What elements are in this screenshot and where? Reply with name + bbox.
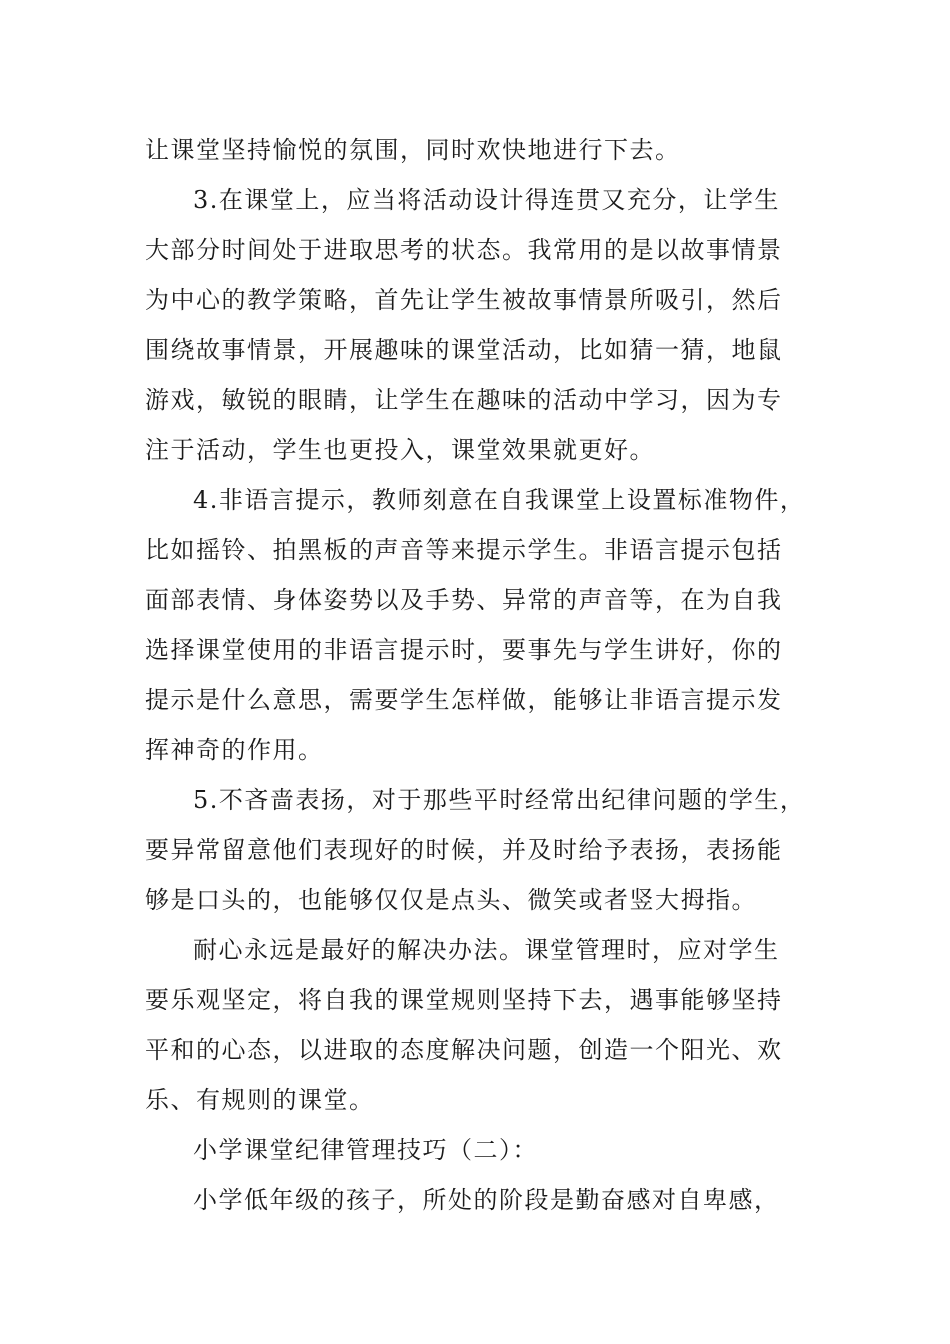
text-line: 大部分时间处于进取思考的状态。我常用的是以故事情景 <box>145 236 783 264</box>
section-heading: 小学课堂纪律管理技巧（二）： <box>193 1136 538 1164</box>
text-line: 要异常留意他们表现好的时候，并及时给予表扬，表扬能 <box>145 836 783 864</box>
text-line: 平和的心态，以进取的态度解决问题，创造一个阳光、欢 <box>145 1036 783 1064</box>
text-line: 挥神奇的作用。 <box>145 736 324 764</box>
text-line: 为中心的教学策略，首先让学生被故事情景所吸引，然后 <box>145 286 783 314</box>
text-line: 围绕故事情景，开展趣味的课堂活动，比如猜一猜，地鼠 <box>145 336 783 364</box>
text-line: 比如摇铃、拍黑板的声音等来提示学生。非语言提示包括 <box>145 536 783 564</box>
text-line: 乐、有规则的课堂。 <box>145 1086 375 1114</box>
text-line: 提示是什么意思，需要学生怎样做，能够让非语言提示发 <box>145 686 783 714</box>
text-line: 选择课堂使用的非语言提示时，要事先与学生讲好，你的 <box>145 636 783 664</box>
paragraph-start-line: 5.不吝啬表扬，对于那些平时经常出纪律问题的学生， <box>193 786 806 814</box>
paragraph-start-line: 小学低年级的孩子，所处的阶段是勤奋感对自卑感， <box>193 1186 780 1214</box>
paragraph-start-line: 3.在课堂上，应当将活动设计得连贯又充分，让学生 <box>193 186 780 214</box>
paragraph-start-line: 4.非语言提示，教师刻意在自我课堂上设置标准物件， <box>193 486 806 514</box>
text-line: 要乐观坚定，将自我的课堂规则坚持下去，遇事能够坚持 <box>145 986 783 1014</box>
text-line: 游戏，敏锐的眼睛，让学生在趣味的活动中学习，因为专 <box>145 386 783 414</box>
paragraph-start-line: 耐心永远是最好的解决办法。课堂管理时，应对学生 <box>193 936 780 964</box>
text-line: 面部表情、身体姿势以及手势、异常的声音等，在为自我 <box>145 586 783 614</box>
text-line: 让课堂坚持愉悦的氛围，同时欢快地进行下去。 <box>145 136 681 164</box>
text-line: 够是口头的，也能够仅仅是点头、微笑或者竖大拇指。 <box>145 886 757 914</box>
text-line: 注于活动，学生也更投入，课堂效果就更好。 <box>145 436 655 464</box>
